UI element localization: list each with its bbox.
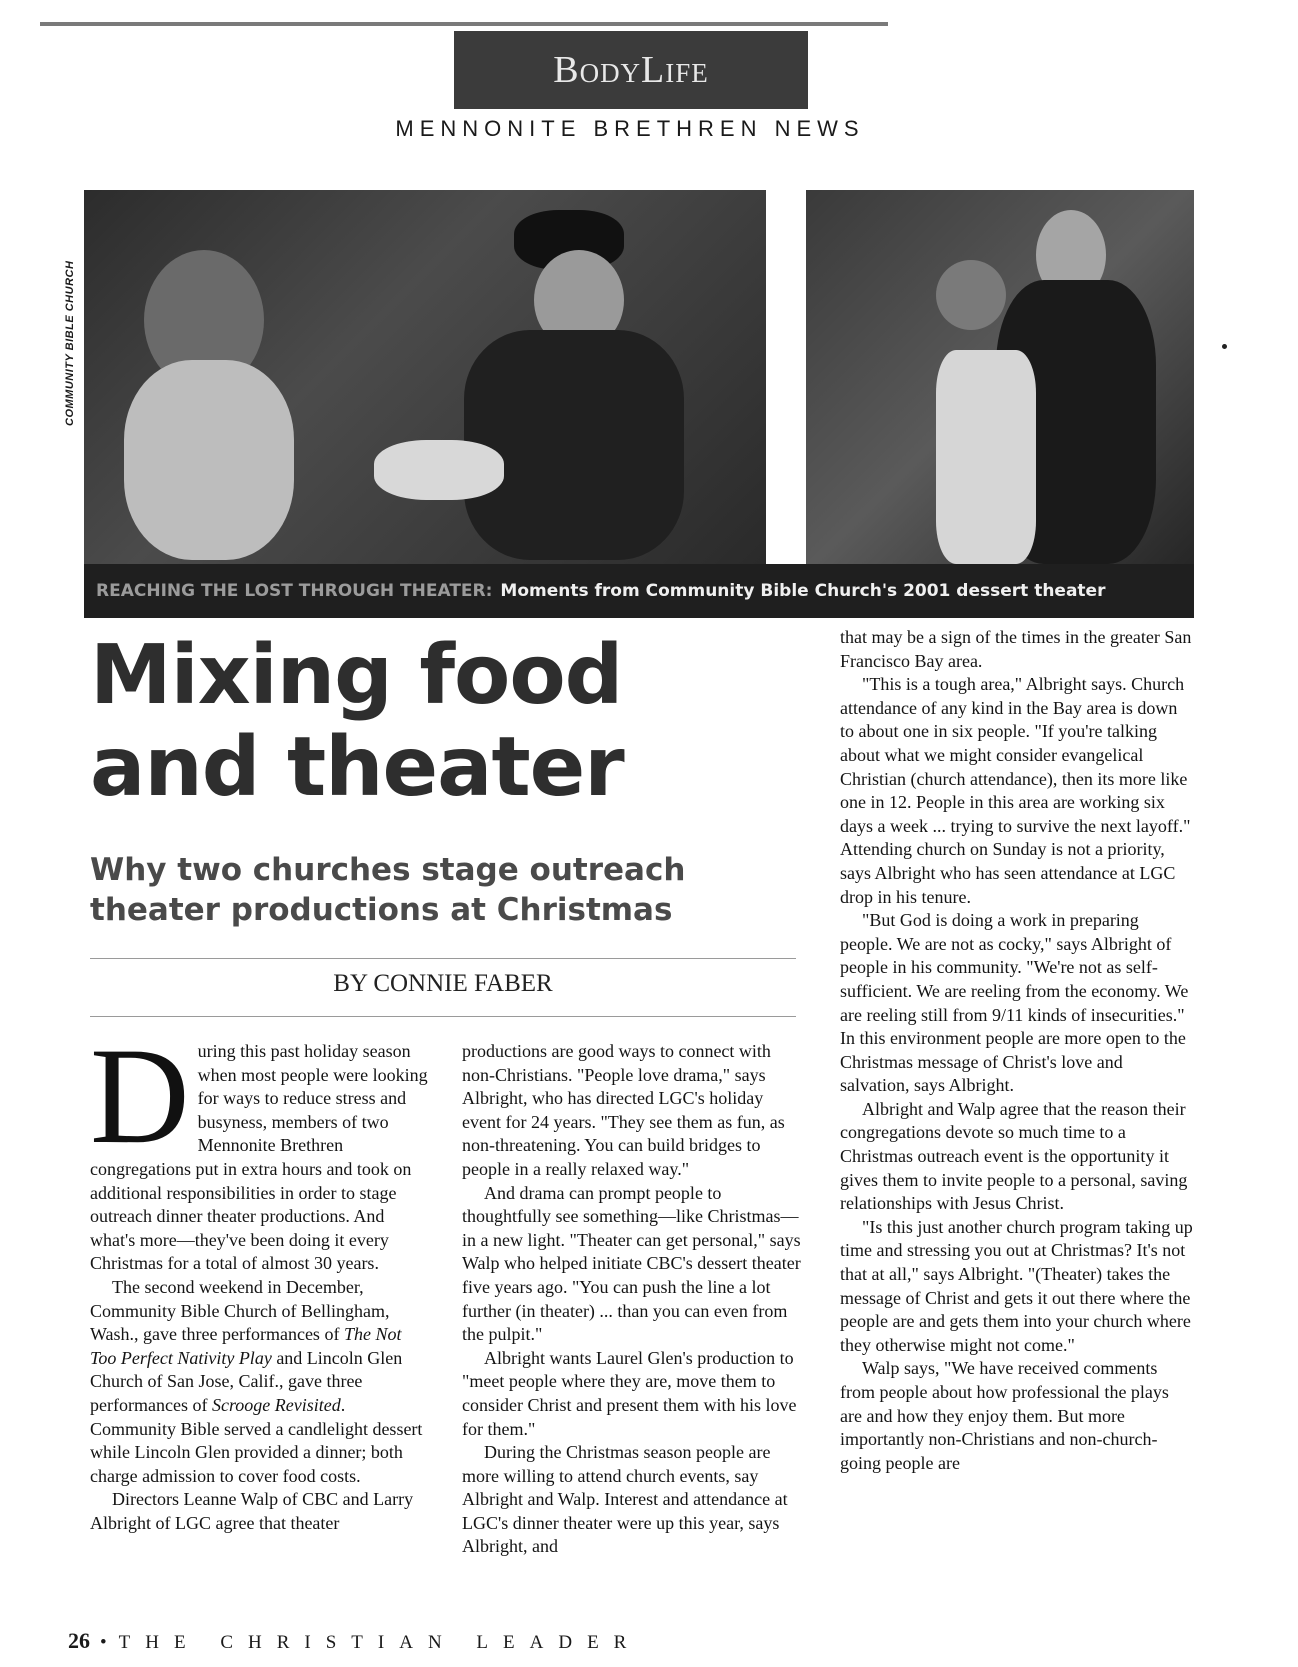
photo-credit: COMMUNITY BIBLE CHURCH xyxy=(64,260,76,426)
photo-caption xyxy=(84,564,1194,618)
byline-rule-top xyxy=(90,958,796,959)
margin-dot xyxy=(1222,344,1227,349)
article-column-3 xyxy=(840,626,1194,1475)
page-number: 26 xyxy=(68,1628,90,1653)
top-rule xyxy=(40,22,888,26)
section-title: BodyLife xyxy=(553,49,709,91)
paragraph: And drama can prompt people to thoughtfully see something—like Christmas—in a new light. "Theater can get personal," says Walp who helped initiate CBC's dessert theater five years ago. "You can push the line a lot further (in theater) ... than you can even from the pulpit." xyxy=(462,1182,801,1345)
paragraph: During the Christmas season people are more willing to attend church events, say Albright and Walp. Interest and attendance at LGC's dinner theater were up this year, says Albright, and xyxy=(462,1442,788,1557)
paragraph: The second weekend in December, Community Bible Church of Bellingham, Wash., gave three performances of The Not Too Perfect Nativity Play and Lincoln Glen Church of San Jose, Calif., gave three performances of Scrooge Revisited. Community Bible served a candlelight dessert while Lincoln Glen provided a dinner; both charge admission to cover food costs. xyxy=(90,1276,423,1486)
paragraph: that may be a sign of the times in the greater San Francisco Bay area. xyxy=(840,627,1192,671)
byline-rule-bottom xyxy=(90,1016,796,1017)
paragraph: "Is this just another church program taking up time and stressing you out at Christmas? It's not that at all," says Albright. "(Theater) takes the message of Christ and gets it out there where the people are and gets them into your church where they otherwise might not come." xyxy=(840,1216,1193,1355)
deck-line-1: Why two churches stage outreach xyxy=(90,852,686,888)
page-footer xyxy=(68,1628,768,1654)
publication-name: THE CHRISTIAN LEADER xyxy=(118,1632,642,1653)
byline: BY CONNIE FABER xyxy=(333,970,553,997)
photo-divider xyxy=(766,190,806,564)
play-title: Scrooge Revisited xyxy=(211,1394,341,1415)
paragraph: During this past holiday season when most people were looking for ways to reduce stress and busyness, members of two Mennonite Brethren congregations put in extra hours and took on additional responsibilities in order to stage outreach dinner theater productions. And what's more—they've been doing it every Christmas for a total of almost 30 years. xyxy=(90,1019,428,1274)
article-deck xyxy=(90,850,730,930)
article-column-2 xyxy=(462,1040,806,1559)
paragraph: Directors Leanne Walp of CBC and Larry Albright of LGC agree that theater xyxy=(90,1489,414,1533)
theater-photo-right xyxy=(806,190,1194,564)
headline-line-2: and theater xyxy=(90,720,624,815)
article-headline xyxy=(90,630,790,814)
paragraph: Albright wants Laurel Glen's production to "meet people where they are, move them to consider Christ and present them with his love for them." xyxy=(462,1347,797,1439)
caption-text: Moments from Community Bible Church's 2001 dessert theater xyxy=(500,581,1106,601)
section-subtitle: MENNONITE BRETHREN NEWS xyxy=(395,116,865,141)
drop-cap: D xyxy=(90,1019,190,1172)
caption-kicker: REACHING THE LOST THROUGH THEATER: xyxy=(96,581,493,601)
paragraph: "But God is doing a work in preparing people. We are not as cocky," says Albright of people in his community. "We're not as self-sufficient. We are reeling from the economy. We are reeling still from 9/11 kinds of insecurities." In this environment people are more open to the Christmas message of Christ's love and salvation, says Albright. xyxy=(840,910,1189,1096)
headline-line-1: Mixing food xyxy=(90,628,623,723)
play-title: The Not Too Perfect Nativity Play xyxy=(90,1324,402,1368)
paragraph: productions are good ways to connect with non-Christians. "People love drama," says Albright, who has directed LGC's holiday event for 24 years. "They see them as fun, as non-threatening. You can build bridges to people in a really relaxed way." xyxy=(462,1041,785,1179)
footer-bullet: • xyxy=(100,1632,107,1653)
theater-photo-left xyxy=(84,190,766,564)
paragraph: "This is a tough area," Albright says. Church attendance of any kind in the Bay area is down to about one in six people. "If you're talking about what we might consider evangelical Christian (church attendance), then its more like one in 12. People in this area are working six days a week ... trying to survive the next layoff." Attending church on Sunday is not a priority, says Albright who has seen attendance at LGC drop in his tenure. xyxy=(840,674,1191,907)
deck-line-2: theater productions at Christmas xyxy=(90,892,673,928)
paragraph: Albright and Walp agree that the reason their congregations devote so much time to a Christmas outreach event is the opportunity it gives them to invite people to a personal, saving relationships with Jesus Christ. xyxy=(840,1098,1188,1214)
paragraph: Walp says, "We have received comments from people about how professional the plays are and how they enjoy them. But more importantly non-Christians and non-church-going people are xyxy=(840,1358,1169,1473)
photo-strip xyxy=(84,190,1194,618)
section-masthead xyxy=(454,31,808,109)
article-column-1 xyxy=(90,1019,430,1535)
